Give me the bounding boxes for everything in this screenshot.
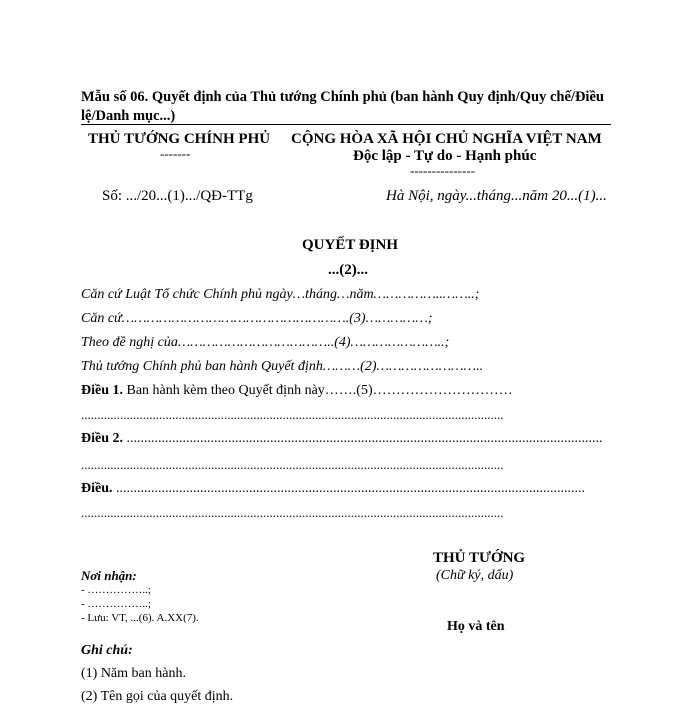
signature-title: THỦ TƯỚNG bbox=[433, 550, 526, 566]
motto-rule: --------------- bbox=[410, 163, 475, 178]
preamble-line: Căn cứ Luật Tổ chức Chính phủ ngày…tháng…năm……………..……..; bbox=[81, 287, 480, 302]
notes-label: Ghi chú: bbox=[81, 643, 133, 658]
place-date: Hà Nội, ngày...tháng...năm 20...(1)... bbox=[386, 188, 607, 204]
decision-subtitle: ...(2)... bbox=[328, 262, 368, 278]
recipients-label: Nơi nhận: bbox=[81, 568, 137, 583]
signer-name: Họ và tên bbox=[447, 619, 505, 634]
recipient-line: - ……………..; bbox=[81, 584, 151, 596]
article-2-label: Điều 2. bbox=[81, 431, 123, 446]
issuer-rule: ------- bbox=[160, 146, 191, 161]
article-1 bbox=[81, 383, 513, 399]
note-line: (1) Năm ban hành. bbox=[81, 666, 186, 681]
decision-title: QUYẾT ĐỊNH bbox=[302, 237, 398, 253]
preamble-line: Theo đề nghị của………………………………..(4)…………………..; bbox=[81, 335, 450, 350]
form-title: Mẫu số 06. Quyết định của Thủ tướng Chính phủ (ban hành Quy định/Quy chế/Điều lệ/Danh mục...) bbox=[81, 89, 604, 124]
archive-line: - Lưu: VT, ...(6). A.XX(7). bbox=[81, 612, 199, 624]
article-1-text: Ban hành kèm theo Quyết định này…….(5)………………………… bbox=[126, 383, 513, 398]
article-3-continuation: .................................................................................................................................. bbox=[81, 505, 504, 520]
article-2-continuation: .................................................................................................................................. bbox=[81, 457, 504, 472]
signature-note: (Chữ ký, dấu) bbox=[436, 568, 514, 583]
article-3 bbox=[81, 481, 585, 497]
national-motto: Độc lập - Tự do - Hạnh phúc bbox=[353, 148, 537, 164]
preamble-line: Căn cứ……………………………………………….(3)……………; bbox=[81, 311, 433, 326]
national-title: CỘNG HÒA XÃ HỘI CHỦ NGHĨA VIỆT NAM bbox=[291, 131, 602, 147]
recipient-line: - ……………..; bbox=[81, 598, 151, 610]
title-divider bbox=[81, 124, 611, 125]
note-line: (2) Tên gọi của quyết định. bbox=[81, 689, 234, 704]
preamble-line: Thủ tướng Chính phủ ban hành Quyết định………(2)…………………….. bbox=[81, 359, 484, 374]
article-3-label: Điều. bbox=[81, 481, 113, 496]
issuer-name: THỦ TƯỚNG CHÍNH PHỦ bbox=[88, 131, 271, 147]
article-1-continuation: .................................................................................................................................. bbox=[81, 407, 504, 422]
article-3-text: ...................................................................................................................................... bbox=[116, 481, 585, 496]
article-1-label: Điều 1. bbox=[81, 383, 123, 398]
article-2-text: ........................................................................................................................................ bbox=[126, 431, 603, 446]
article-2 bbox=[81, 431, 603, 447]
document-number: Số: .../20...(1).../QĐ-TTg bbox=[102, 188, 253, 204]
